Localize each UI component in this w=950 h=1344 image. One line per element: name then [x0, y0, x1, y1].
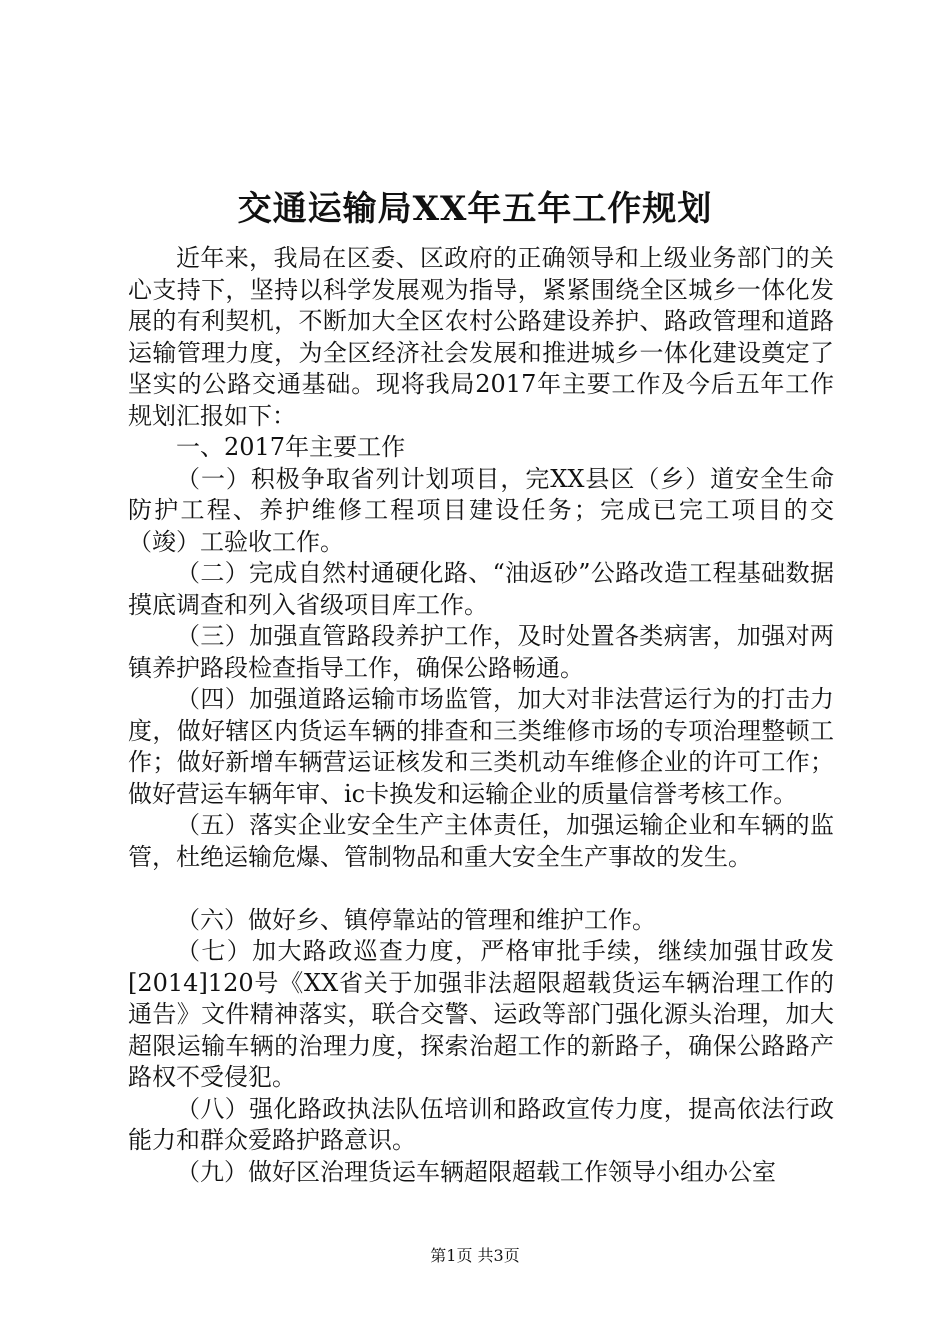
paragraph-item-4: （四）加强道路运输市场监管，加大对非法营运行为的打击力度，做好辖区内货运车辆的排查和三类维修市场的专项治理整顿工作；做好新增车辆营运证核发和三类机动车维修企业的许可工作；做好营运车辆年审、ic卡换发和运输企业的质量信誉考核工作。 — [128, 685, 834, 808]
paragraph-item-6: （六）做好乡、镇停靠站的管理和维护工作。 — [176, 905, 656, 934]
paragraph-item-2: （二）完成自然村通硬化路、“油返砂”公路改造工程基础数据摸底调查和列入省级项目库工作。 — [128, 559, 834, 619]
paragraph-item-8: （八）强化路政执法队伍培训和路政宣传力度，提高依法行政能力和群众爱路护路意识。 — [128, 1094, 834, 1154]
paragraph-item-3: （三）加强直管路段养护工作，及时处置各类病害，加强对两镇养护路段检查指导工作，确保公路畅通。 — [128, 622, 834, 682]
paragraph-item-7: （七）加大路政巡查力度，严格审批手续，继续加强甘政发[2014]120号《XX省关于加强非法超限超载货运车辆治理工作的通告》文件精神落实，联合交警、运政等部门强化源头治理，加大超限运输车辆的治理力度，探索治超工作的新路子，确保公路路产路权不受侵犯。 — [128, 937, 834, 1091]
document-body — [128, 243, 834, 1188]
paragraph-item-5: （五）落实企业安全生产主体责任，加强运输企业和车辆的监管，杜绝运输危爆、管制物品和重大安全生产事故的发生。 — [128, 811, 834, 871]
paragraph-item-9: （九）做好区治理货运车辆超限超载工作领导小组办公室 — [176, 1157, 776, 1186]
document-title: 交通运输局XX年五年工作规划 — [237, 189, 713, 229]
section-heading: 一、2017年主要工作 — [176, 433, 406, 461]
page-number: 第1页 共3页 — [430, 1246, 520, 1265]
paragraph-intro: 近年来，我局在区委、区政府的正确领导和上级业务部门的关心支持下，坚持以科学发展观为指导，紧紧围绕全区城乡一体化发展的有利契机，不断加大全区农村公路建设养护、路政管理和道路运输管理力度，为全区经济社会发展和推进城乡一体化建设奠定了坚实的公路交通基础。现将我局2017年主要工作及今后五年工作规划汇报如下： — [128, 244, 834, 430]
paragraph-item-1: （一）积极争取省列计划项目，完XX县区（乡）道安全生命防护工程、养护维修工程项目建设任务；完成已完工项目的交（竣）工验收工作。 — [128, 464, 834, 556]
